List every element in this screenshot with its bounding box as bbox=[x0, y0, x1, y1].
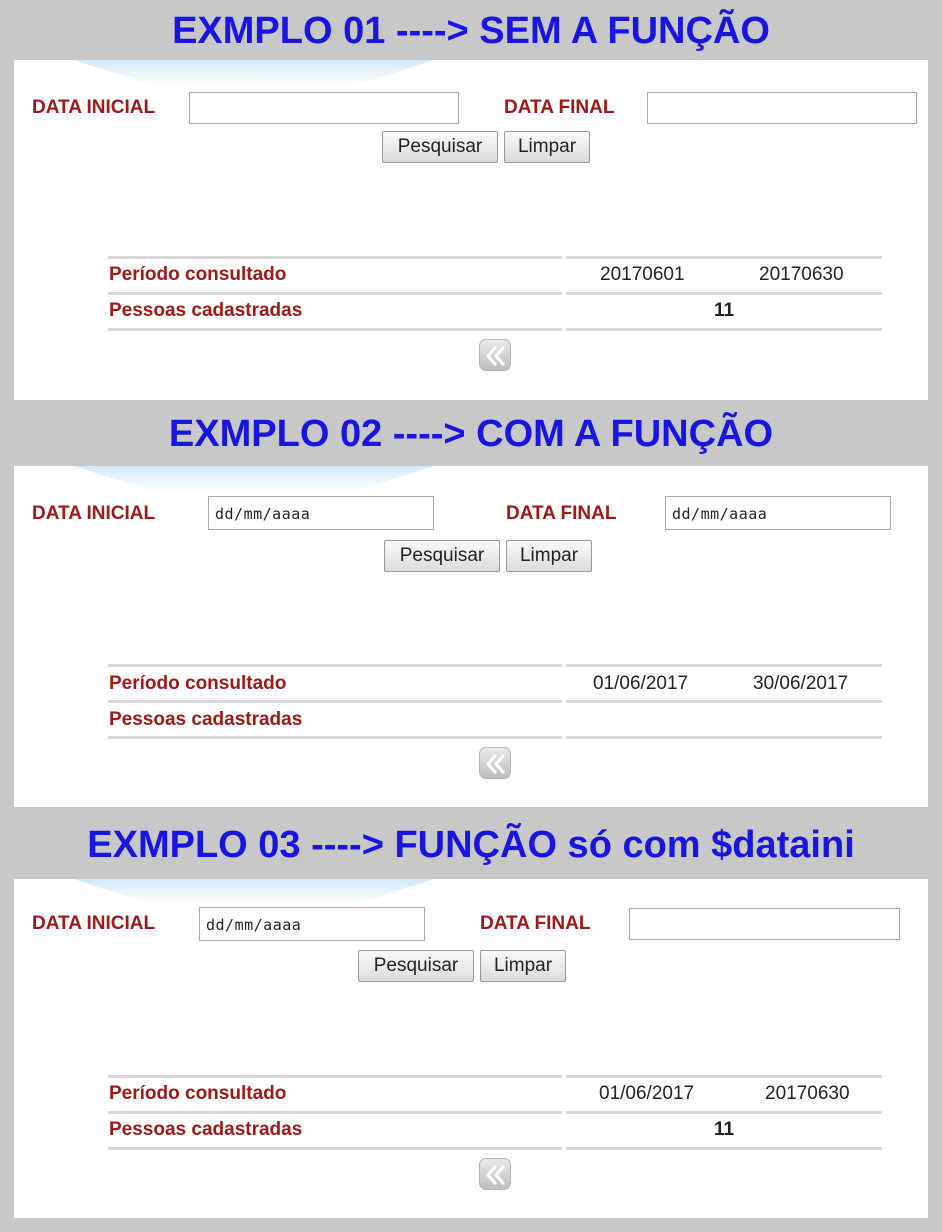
data-final-label: DATA FINAL bbox=[480, 913, 591, 934]
table-divider bbox=[566, 664, 882, 667]
table-divider bbox=[566, 1147, 882, 1150]
data-inicial-input[interactable] bbox=[189, 92, 459, 124]
header-glow bbox=[74, 879, 434, 905]
table-divider bbox=[566, 736, 882, 739]
data-inicial-label: DATA INICIAL bbox=[32, 913, 156, 934]
back-button[interactable] bbox=[479, 1158, 511, 1190]
table-divider bbox=[108, 736, 562, 739]
limpar-button[interactable]: Limpar bbox=[504, 131, 590, 163]
table-divider bbox=[108, 1147, 562, 1150]
pesquisar-button[interactable]: Pesquisar bbox=[384, 540, 500, 572]
table-divider bbox=[566, 328, 882, 331]
data-inicial-input[interactable]: dd/mm/aaaa bbox=[199, 907, 425, 941]
pesquisar-button[interactable]: Pesquisar bbox=[382, 131, 498, 163]
table-divider bbox=[108, 328, 562, 331]
data-inicial-input[interactable]: dd/mm/aaaa bbox=[208, 496, 434, 530]
periodo-inicio-value: 01/06/2017 bbox=[599, 1083, 695, 1104]
data-final-input[interactable] bbox=[629, 908, 900, 940]
example-title: EXMPLO 01 ----> SEM A FUNÇÃO bbox=[172, 10, 770, 52]
table-divider bbox=[108, 1111, 562, 1114]
limpar-button[interactable]: Limpar bbox=[506, 540, 592, 572]
periodo-consultado-label: Período consultado bbox=[109, 264, 287, 285]
back-button[interactable] bbox=[479, 747, 511, 779]
pessoas-cadastradas-value: 11 bbox=[714, 1119, 735, 1140]
data-inicial-label: DATA INICIAL bbox=[32, 503, 156, 524]
periodo-consultado-label: Período consultado bbox=[109, 1083, 287, 1104]
double-chevron-left-icon bbox=[484, 346, 508, 366]
header-glow bbox=[74, 466, 434, 492]
example-title: EXMPLO 02 ----> COM A FUNÇÃO bbox=[168, 413, 774, 455]
periodo-inicio-value: 01/06/2017 bbox=[593, 673, 689, 694]
periodo-consultado-label: Período consultado bbox=[109, 673, 287, 694]
pessoas-cadastradas-value: 11 bbox=[714, 300, 735, 321]
table-divider bbox=[566, 1111, 882, 1114]
periodo-inicio-value: 20170601 bbox=[600, 264, 685, 285]
example-panel bbox=[14, 879, 928, 1218]
double-chevron-left-icon bbox=[484, 1165, 508, 1185]
table-divider bbox=[566, 1075, 882, 1078]
pessoas-cadastradas-label: Pessoas cadastradas bbox=[109, 709, 303, 730]
limpar-button[interactable]: Limpar bbox=[480, 950, 566, 982]
table-divider bbox=[108, 700, 562, 703]
pessoas-cadastradas-label: Pessoas cadastradas bbox=[109, 1119, 303, 1140]
table-divider bbox=[108, 256, 562, 259]
table-divider bbox=[108, 664, 562, 667]
table-divider bbox=[108, 1075, 562, 1078]
pesquisar-button[interactable]: Pesquisar bbox=[358, 950, 474, 982]
data-final-label: DATA FINAL bbox=[504, 97, 615, 118]
table-divider bbox=[566, 292, 882, 295]
table-divider bbox=[108, 292, 562, 295]
data-final-input[interactable] bbox=[647, 92, 917, 124]
periodo-fim-value: 20170630 bbox=[759, 264, 844, 285]
double-chevron-left-icon bbox=[484, 754, 508, 774]
periodo-fim-value: 20170630 bbox=[765, 1083, 850, 1104]
back-button[interactable] bbox=[479, 339, 511, 371]
periodo-fim-value: 30/06/2017 bbox=[753, 673, 849, 694]
data-inicial-label: DATA INICIAL bbox=[32, 97, 156, 118]
pessoas-cadastradas-label: Pessoas cadastradas bbox=[109, 300, 303, 321]
data-final-label: DATA FINAL bbox=[506, 503, 617, 524]
example-panel bbox=[14, 60, 928, 400]
data-final-input[interactable]: dd/mm/aaaa bbox=[665, 496, 891, 530]
table-divider bbox=[566, 256, 882, 259]
table-divider bbox=[566, 700, 882, 703]
example-panel bbox=[14, 466, 928, 807]
header-glow bbox=[74, 60, 434, 86]
example-title: EXMPLO 03 ----> FUNÇÃO só com $dataini bbox=[87, 824, 855, 866]
